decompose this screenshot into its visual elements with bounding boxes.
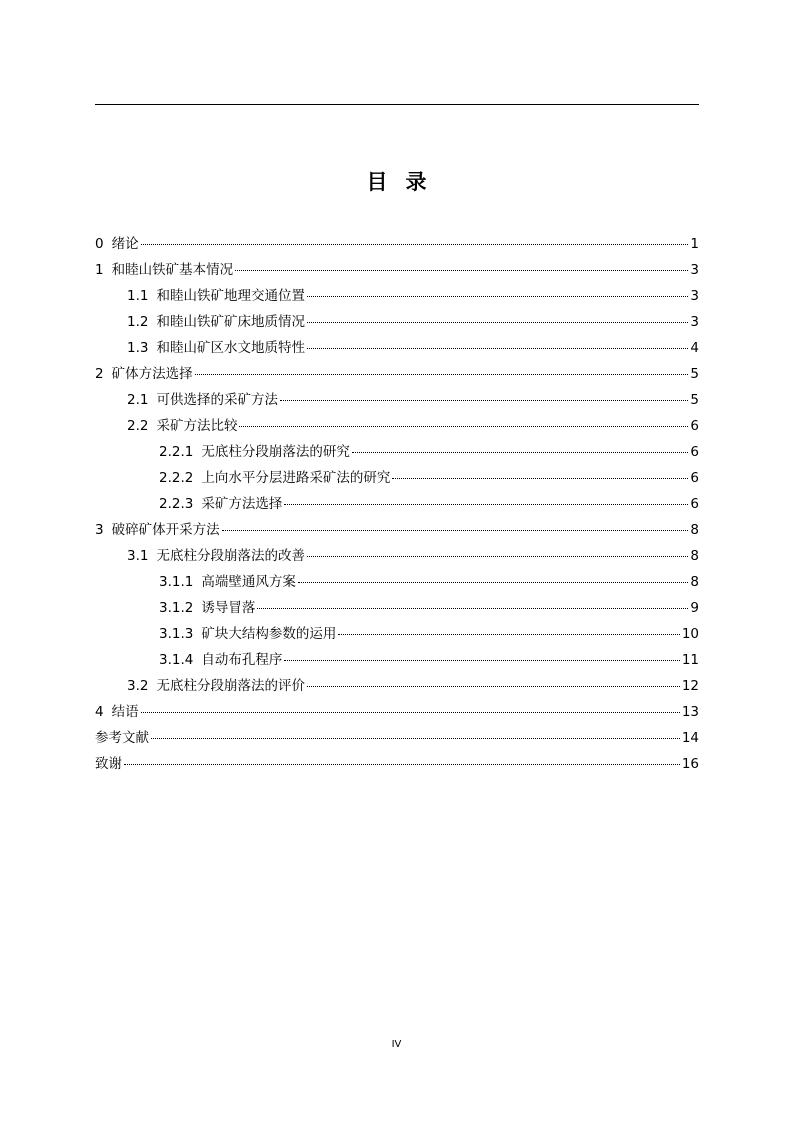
toc-dot-leader [124, 764, 680, 765]
toc-entry-page: 5 [690, 366, 699, 382]
toc-entry[interactable] [95, 466, 699, 492]
toc-entry-title: 采矿方法选择 [201, 496, 283, 512]
toc-entry[interactable] [95, 414, 699, 440]
toc-entry-page: 8 [690, 574, 699, 590]
toc-dot-leader [284, 660, 679, 661]
toc-entry-page: 5 [690, 392, 699, 408]
toc-entry-number: 3.2 [127, 678, 149, 694]
page-title-char-1: 目 [366, 170, 388, 194]
toc-entry-title: 采矿方法比较 [156, 418, 238, 434]
toc-entry-title: 无底柱分段崩落法的改善 [156, 548, 305, 564]
toc-dot-leader [307, 556, 688, 557]
toc-entry-number: 3.1.1 [159, 574, 194, 590]
toc-entry[interactable] [95, 596, 699, 622]
toc-entry[interactable] [95, 232, 699, 258]
toc-dot-leader [257, 608, 688, 609]
toc-entry-title: 绪论 [111, 236, 139, 252]
toc-entry-number: 2.2.2 [159, 470, 194, 486]
toc-entry-number: 2.2.1 [159, 444, 194, 460]
toc-dot-leader [392, 478, 688, 479]
toc-entry-page: 3 [690, 262, 699, 278]
toc-entry-page: 4 [690, 340, 699, 356]
toc-entry-title: 和睦山铁矿基本情况 [111, 262, 234, 278]
toc-entry-page: 9 [690, 600, 699, 616]
toc-dot-leader [222, 530, 689, 531]
toc-entry-title: 矿体方法选择 [111, 366, 193, 382]
toc-entry-page: 8 [690, 548, 699, 564]
toc-entry-title: 上向水平分层进路采矿法的研究 [201, 470, 391, 486]
toc-entry-title: 和睦山铁矿矿床地质情况 [156, 314, 305, 330]
toc-entry-number: 3.1.4 [159, 652, 194, 668]
toc-dot-leader [338, 634, 679, 635]
toc-entry-title: 自动布孔程序 [201, 652, 283, 668]
toc-entry-number: 2.2 [127, 418, 149, 434]
toc-entry-number: 4 [95, 704, 104, 720]
toc-entry-page: 10 [681, 626, 699, 642]
toc-entry[interactable] [95, 648, 699, 674]
toc-dot-leader [352, 452, 689, 453]
toc-entry-title: 诱导冒落 [201, 600, 256, 616]
toc-entry-number: 3.1.2 [159, 600, 194, 616]
toc-entry-page: 3 [690, 288, 699, 304]
toc-entry-number: 3.1.3 [159, 626, 194, 642]
toc-entry-page: 13 [681, 704, 699, 720]
toc-entry-title: 矿块大结构参数的运用 [201, 626, 337, 642]
toc-dot-leader [141, 712, 680, 713]
toc-entry-page: 6 [690, 470, 699, 486]
table-of-contents [95, 232, 699, 778]
toc-entry-number: 3.1 [127, 548, 149, 564]
toc-entry-page: 1 [690, 236, 699, 252]
page-title-char-2: 录 [405, 170, 427, 194]
toc-entry-page: 6 [690, 418, 699, 434]
toc-entry-title: 可供选择的采矿方法 [156, 392, 278, 408]
toc-entry-number: 1.1 [127, 288, 149, 304]
toc-entry-page: 6 [690, 444, 699, 460]
toc-dot-leader [307, 296, 688, 297]
toc-entry[interactable] [95, 544, 699, 570]
toc-dot-leader [151, 738, 680, 739]
toc-entry-title: 参考文献 [95, 730, 149, 746]
toc-dot-leader [239, 426, 688, 427]
page-title [0, 168, 793, 196]
toc-entry[interactable] [95, 284, 699, 310]
toc-entry-page: 16 [681, 756, 699, 772]
toc-dot-leader [298, 582, 689, 583]
toc-entry-title: 和睦山矿区水文地质特性 [156, 340, 305, 356]
header-rule [95, 104, 699, 105]
toc-entry-page: 3 [690, 314, 699, 330]
toc-entry-page: 6 [690, 496, 699, 512]
toc-entry-number: 2 [95, 366, 104, 382]
toc-entry-page: 11 [681, 652, 699, 668]
toc-entry[interactable] [95, 700, 699, 726]
toc-entry-title: 和睦山铁矿地理交通位置 [156, 288, 305, 304]
toc-entry[interactable] [95, 336, 699, 362]
toc-entry[interactable] [95, 440, 699, 466]
toc-entry-title: 致谢 [95, 756, 122, 772]
toc-dot-leader [284, 504, 688, 505]
toc-entry[interactable] [95, 570, 699, 596]
toc-entry-page: 12 [681, 678, 699, 694]
toc-entry-title: 无底柱分段崩落法的评价 [156, 678, 305, 694]
toc-entry-title: 破碎矿体开采方法 [111, 522, 220, 538]
toc-dot-leader [235, 270, 688, 271]
toc-entry[interactable] [95, 310, 699, 336]
toc-entry[interactable] [95, 622, 699, 648]
toc-entry[interactable] [95, 674, 699, 700]
toc-entry-page: 8 [690, 522, 699, 538]
toc-entry[interactable] [95, 726, 699, 752]
toc-entry-page: 14 [681, 730, 699, 746]
toc-entry-number: 3 [95, 522, 104, 538]
toc-entry-title: 高端壁通风方案 [201, 574, 296, 590]
toc-dot-leader [307, 686, 680, 687]
toc-entry-number: 1.2 [127, 314, 149, 330]
toc-entry-number: 0 [95, 236, 104, 252]
toc-dot-leader [307, 348, 688, 349]
toc-entry-number: 2.2.3 [159, 496, 194, 512]
toc-dot-leader [307, 322, 688, 323]
toc-entry[interactable] [95, 362, 699, 388]
toc-entry[interactable] [95, 492, 699, 518]
toc-entry-number: 1.3 [127, 340, 149, 356]
toc-entry[interactable] [95, 752, 699, 778]
toc-entry[interactable] [95, 518, 699, 544]
page-number: IV [391, 1039, 402, 1050]
toc-entry-number: 1 [95, 262, 104, 278]
toc-entry[interactable] [95, 388, 699, 414]
toc-entry-title: 结语 [111, 704, 139, 720]
toc-entry-number: 2.1 [127, 392, 149, 408]
toc-dot-leader [280, 400, 688, 401]
toc-entry[interactable] [95, 258, 699, 284]
toc-dot-leader [195, 374, 689, 375]
toc-dot-leader [141, 244, 689, 245]
toc-entry-title: 无底柱分段崩落法的研究 [201, 444, 350, 460]
